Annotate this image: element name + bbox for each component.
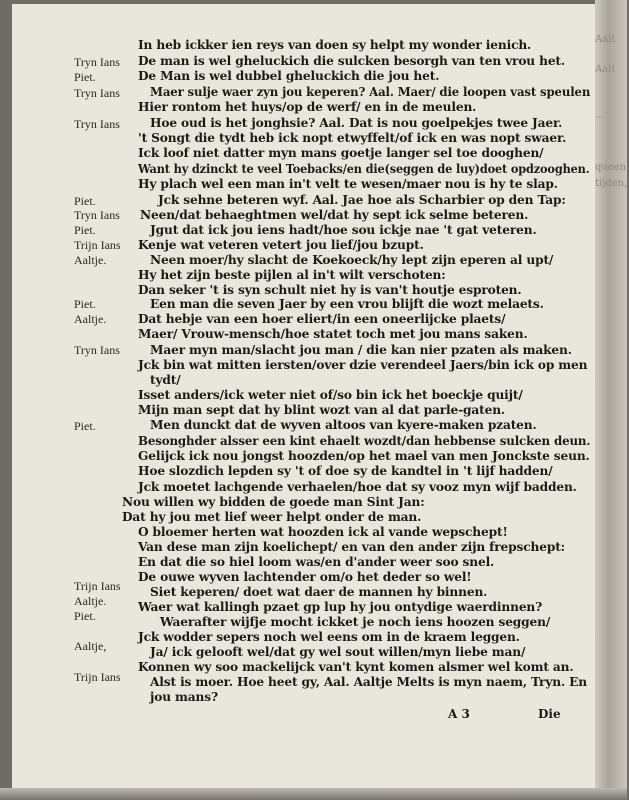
verse-line: Maer myn man/slacht jou man / die kan nier pzaten als maken.: [150, 343, 572, 357]
speaker-label: Tryn Ians: [74, 117, 120, 131]
verse-line: Ick loof niet datter myn mans goetje langer sel toe dooghen/: [138, 146, 544, 160]
verse-line: Jgut dat ick jou iens hadt/hoe sou ickje nae 't gat veteren.: [150, 223, 537, 237]
verse-line: 't Songt die tydt heb ick nopt etwyffelt/of ick en was nopt swaer.: [138, 131, 567, 145]
verse-line: Hier rontom het huys/op de werf/ en in de meulen.: [138, 100, 477, 114]
speaker-label: Aaltje,: [74, 639, 107, 653]
speaker-label: Aaltje.: [74, 253, 107, 267]
verse-line: Neen moer/hy slacht de Koekoeck/hy lept zijn eperen al upt/: [150, 253, 554, 267]
verse-line: De man is wel gheluckich die sulcken besorgh van ten vrou het.: [138, 54, 565, 68]
speaker-label: Trijn Ians: [74, 670, 121, 684]
verse-line: Jck moetet lachgende verhaelen/hoe dat sy vooz myn wijf badden.: [138, 480, 577, 494]
margin-fold-text: ...: [595, 110, 605, 121]
verse-line: Siet keperen/ doet wat daer de mannen hy binnen.: [150, 585, 488, 599]
speaker-label: Piet.: [74, 419, 96, 433]
verse-line: Een man die seven Jaer by een vrou blijft die wozt melaets.: [150, 297, 544, 311]
verse-line: Isset anders/ick weter niet of/so bin ick het boeckje quijt/: [138, 388, 523, 402]
verse-line: jou mans?: [150, 690, 218, 704]
verse-line: Van dese man zijn koelichept/ en van den ander zijn frepschept:: [138, 540, 566, 554]
verse-line: O bloemer herten wat hoozden ick al vande wepschept!: [138, 525, 508, 539]
speaker-label: Trijn Ians: [74, 238, 121, 252]
verse-line: Kenje wat veteren vetert jou lief/jou bzupt.: [138, 238, 424, 252]
margin-fold-text: tijden,: [595, 178, 628, 189]
verse-line: Men dunckt dat de wyven altoos van kyere-maken pzaten.: [150, 418, 537, 432]
speaker-label: Piet.: [74, 70, 96, 84]
verse-line: Maer/ Vrouw-mensch/hoe statet toch met jou mans saken.: [138, 327, 528, 341]
scan-edge: [0, 788, 627, 800]
speaker-label: Tryn Ians: [74, 55, 120, 69]
verse-line: Dat hy jou met lief weer helpt onder de man.: [122, 510, 422, 524]
verse-line: Dan seker 't is syn schult niet hy is van't houtje esproten.: [138, 283, 522, 297]
verse-line: Hoe slozdich lepden sy 't of doe sy de kandtel in 't lijf hadden/: [138, 464, 553, 478]
speaker-label: Tryn Ians: [74, 208, 120, 222]
verse-line: Hy het zijn beste pijlen al in't wilt verschoten:: [138, 268, 446, 282]
verse-line: De ouwe wyven lachtender om/o het deder so wel!: [138, 570, 472, 584]
verse-line: De Man is wel dubbel gheluckich die jou het.: [138, 69, 440, 83]
margin-fold-text: Aalt: [595, 34, 616, 45]
verse-line: Dat hebje van een hoer eliert/in een oneerlijcke plaets/: [138, 312, 506, 326]
verse-line: En dat die so hiel loom was/en d'ander weer soo snel.: [138, 555, 495, 569]
margin-fold-text: queen.: [595, 162, 629, 173]
verse-line: Waerafter wijfje mocht ickket je noch iens hoozen seggen/: [160, 615, 551, 629]
speaker-label: Piet.: [74, 609, 96, 623]
verse-line: Jck sehne beteren wyf. Aal. Jae hoe als Scharbier op den Tap:: [158, 193, 566, 207]
verse-line: Nou willen wy bidden de goede man Sint Jan:: [122, 495, 425, 509]
verse-line: Mijn man sept dat hy blint wozt van al dat parle-gaten.: [138, 403, 506, 417]
speaker-label: Aaltje.: [74, 594, 107, 608]
verse-line: Alst is moer. Hoe heet gy, Aal. Aaltje Melts is myn naem, Tryn. En: [150, 675, 588, 689]
verse-line: Hy plach wel een man in't velt te wesen/maer nou is hy te slap.: [138, 177, 558, 191]
speaker-label: Piet.: [74, 194, 96, 208]
verse-line: Konnen wy soo mackelijck van't kynt komen alsmer wel komt an.: [138, 660, 574, 674]
verse-line: tydt/: [150, 373, 181, 387]
margin-fold-text: Aalt: [595, 64, 616, 75]
verse-line: Hoe oud is het jonghsie? Aal. Dat is nou goelpekjes twee Jaer.: [150, 116, 563, 130]
verse-line: Neen/dat behaeghtmen wel/dat hy sept ick selme beteren.: [140, 208, 529, 222]
verse-line: Besonghder alsser een kint ehaelt wozdt/dan hebbense sulcken deun.: [138, 434, 591, 448]
page-fold: [595, 0, 627, 800]
verse-line: In heb ickker ien reys van doen sy helpt my wonder ienich.: [138, 38, 532, 52]
verse-line: Waer wat kallingh pzaet gp lup hy jou ontydige waerdinnen?: [138, 600, 543, 614]
verse-line: Want hy dzinckt te veel Toebacks/en die(seggen de luy)doet opdzooghen.: [138, 162, 590, 176]
speaker-label: Piet.: [74, 223, 96, 237]
speaker-label: Tryn Ians: [74, 343, 120, 357]
speaker-label: Aaltje.: [74, 312, 107, 326]
verse-line: Gelijck ick nou jongst hoozden/op het mael van men Jonckste seun.: [138, 449, 590, 463]
speaker-label: Tryn Ians: [74, 86, 120, 100]
speaker-label: Trijn Ians: [74, 579, 121, 593]
signature-mark: A 3: [448, 707, 470, 721]
speaker-label: Piet.: [74, 297, 96, 311]
verse-line: Jck wodder sepers noch wel eens om in de kraem leggen.: [138, 630, 520, 644]
catchword: Die: [538, 707, 561, 721]
verse-line: Maer sulje waer zyn jou keperen? Aal. Maer/ die loopen vast speulen: [150, 85, 591, 99]
verse-line: Ja/ ick gelooft wel/dat gy wel sout willen/myn liebe man/: [150, 645, 526, 659]
verse-line: Jck bin wat mitten iersten/over dzie verendeel Jaers/bin ick op men: [138, 358, 588, 372]
